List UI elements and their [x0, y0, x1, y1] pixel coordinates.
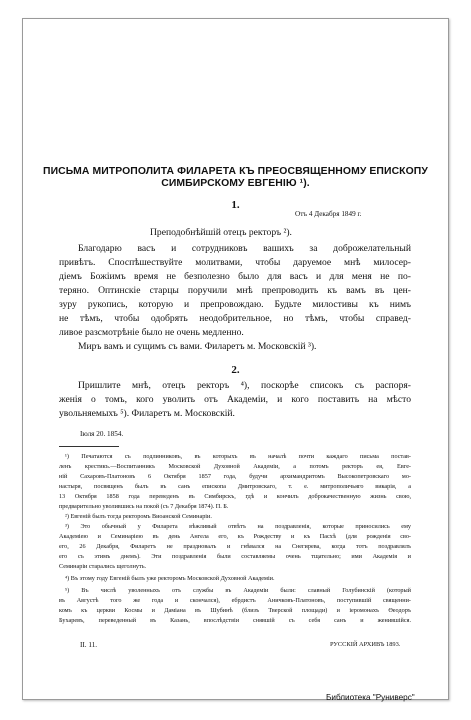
letter-1-number: 1.: [231, 199, 240, 211]
signature-mark: II. 11.: [80, 641, 98, 649]
letter-1-date: Отъ 4 Декабря 1849 г.: [295, 210, 362, 218]
letter-1-line: діемъ Божіимъ время не безполезно было для васъ и для меня не по-: [59, 271, 411, 282]
footnote-line: Бухаревъ, переведенный въ Казань, впослѣдствіи снявшій съ себя санъ и женившійся.: [59, 617, 411, 624]
footnote-line: его, 26 Декабря, Филаретъ не праздновалъ и гнѣвался на Снегирева, когда тотъ поздравлялъ: [59, 543, 411, 550]
library-watermark: Библиотека "Руниверс": [326, 693, 415, 702]
footnote-line: ¹) Печатаются съ подлинниковъ, въ которыхъ въ началѣ почти каждаго письма постав-: [65, 453, 411, 460]
footnote-line: Академіею и Семинаріею въ день Ангела его, къ Рождеству и къ Пасхѣ (для рожденія сво-: [59, 533, 411, 540]
footnote-line: его съ этимъ днемъ). Эти поздравленія были составляемы очень тщательно; ими Академія и: [59, 553, 411, 560]
letter-1-line: теряно. Оптинскіе старцы поручили мнѣ препроводить къ вамъ въ цен-: [59, 285, 411, 296]
letter-1-line: зуру рукопись, которую и препровождаю. Будьте милостивы къ нимъ: [59, 299, 411, 310]
document-title-line-2: СИМБИРСКОМУ ЕВГЕНІЮ ¹).: [161, 178, 310, 189]
footnote-line: ⁵) Въ числѣ уволенныхъ отъ службы въ Академіи были: славный Голубинскій (который: [65, 587, 411, 594]
letter-2-number: 2.: [231, 364, 240, 376]
letter-2-line: Пришлите мнѣ, отецъ ректоръ ⁴), поскорѣе списокъ съ распоря-: [78, 380, 411, 391]
footnote-line: въ Августѣ того же года и скончался), ебрдистъ Аничковъ-Платоновъ, поступившій священни-: [59, 597, 411, 604]
footnote-line: ²) Евгеній былъ тогда ректоромъ Виоанской Семинаріи.: [65, 513, 212, 520]
footnote-line: Семинаріи старались щеголнуть.: [59, 563, 147, 570]
footnote-line: ленъ крестикъ.—Воспитанникъ Московской Духовной Академіи, а потомъ ректоръ ея, Евге-: [59, 463, 411, 470]
footnote-line: настыря, посвященъ былъ въ санъ епископа Дмитровскаго, т. е. митрополичьяго викарія, а: [59, 483, 411, 490]
footnote-rule: [59, 446, 119, 447]
footnote-line: 13 Октября 1858 года переведенъ въ Симбирскъ, гдѣ и кончилъ доброкачественную жизнь свою,: [59, 493, 411, 500]
running-footer: РУССКІЙ АРХИВЪ 1893.: [330, 641, 401, 648]
footnote-line: предварительно уволившись на покой (съ 7 Декабря 1874). П. Б.: [59, 503, 229, 510]
letter-1-line: привѣтъ. Споспѣшествуйте молитвами, чтобы даруемое мнѣ милосер-: [59, 257, 411, 268]
footnote-line: ³) Это обычный у Филарета вѣжливый отвѣтъ на поздравленія, которые приносились ему: [65, 523, 411, 530]
letter-1-line: ливое разсмотрѣніе было не очень медленно.: [59, 327, 244, 338]
footnote-line: комъ къ церкви Космы и Даміана въ Шубинѣ (близъ Тверской площади) и іеромонахъ Өеодоръ: [59, 607, 411, 614]
letter-1-salutation: Преподобнѣйшій отецъ ректоръ ²).: [150, 227, 292, 238]
letter-2-date: Іюля 20. 1854.: [80, 430, 124, 438]
letter-1-line: не тѣмъ, чтобы одобрять неодобрительное, но тѣмъ, чтобы справед-: [59, 313, 411, 324]
letter-1-line: Миръ вамъ и сущимъ съ вами. Филаретъ м. Московскій ³).: [78, 341, 317, 352]
document-title-line-1: ПИСЬМА МИТРОПОЛИТА ФИЛАРЕТА КЪ ПРЕОСВЯЩЕННОМУ ЕПИСКОПУ: [43, 166, 428, 177]
letter-2-line: женія о томъ, кого уволить отъ Академіи, и кого поставить на мѣсто: [59, 394, 411, 405]
letter-2-line: увольняемыхъ ⁵). Филаретъ м. Московскій.: [59, 408, 235, 419]
footnote-line: ⁴) Въ этому году Евгеній былъ уже ректоромъ Московской Духовной Академіи.: [65, 575, 275, 582]
footnote-line: ній Сахаровъ-Платоновъ 6 Октября 1857 года, будучи архимандритомъ Высокопетровскаго мо-: [59, 473, 411, 480]
letter-1-line: Благодарю васъ и сотрудниковъ вашихъ за доброжелательный: [78, 243, 411, 254]
